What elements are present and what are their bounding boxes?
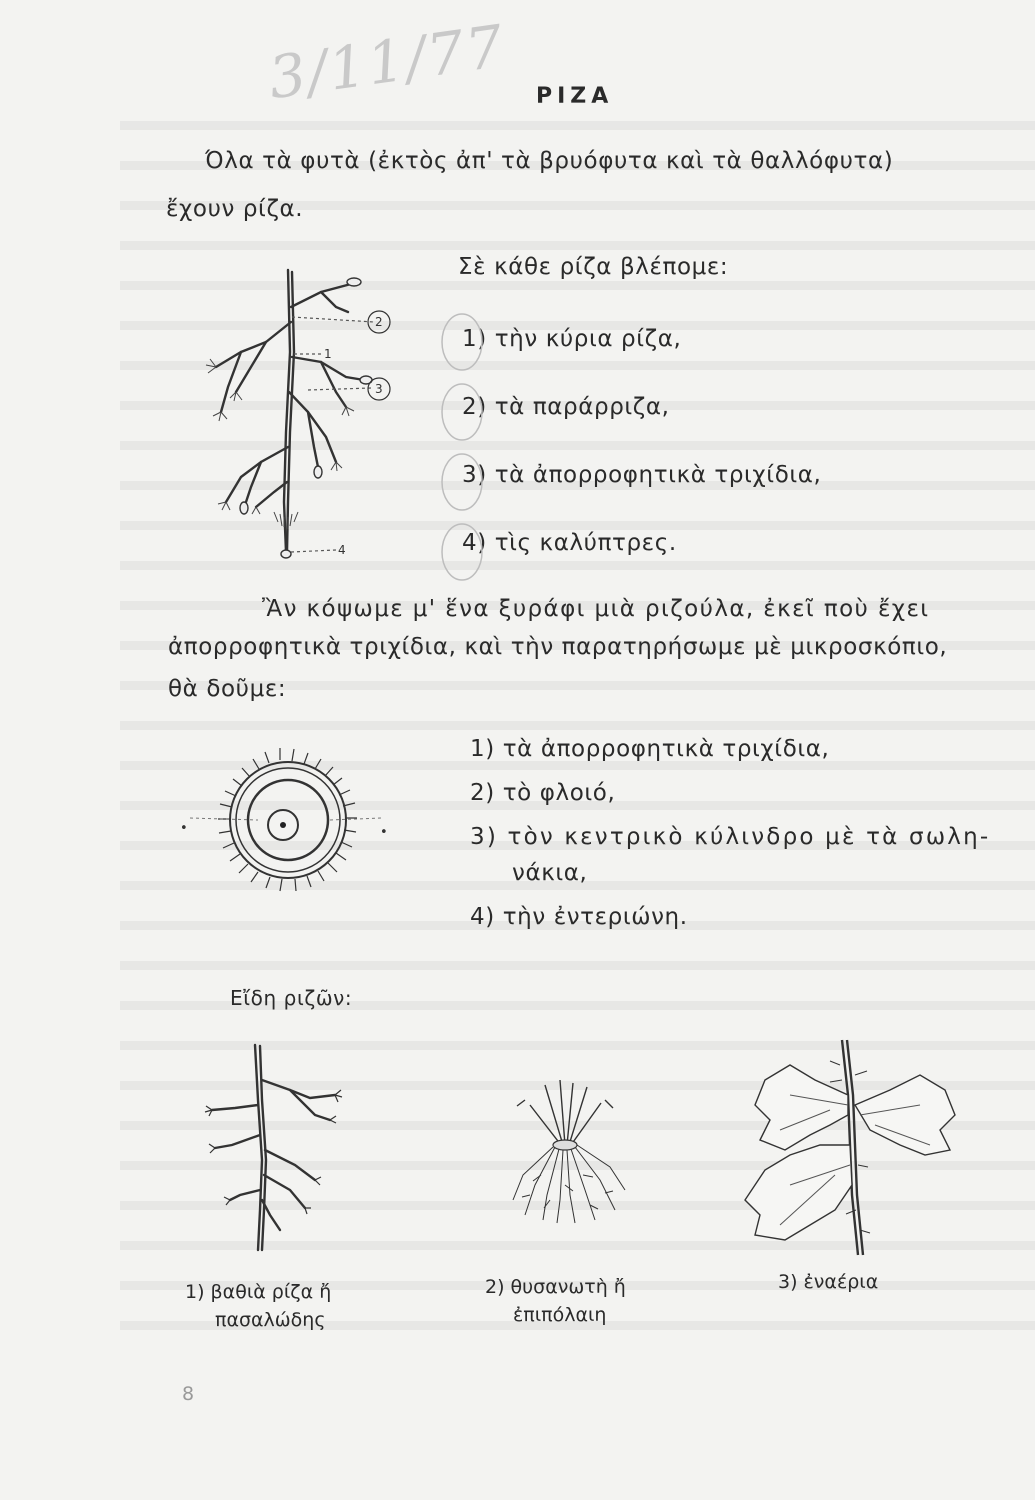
root-type-2-line-1: 2) θυσανωτὴ ἤ	[485, 1276, 626, 1298]
root-cross-section-illustration	[170, 740, 410, 940]
root-type-1-line-2: πασαλώδης	[215, 1309, 326, 1331]
handwritten-date: 3/11/77	[264, 11, 510, 113]
root-label-3: 3	[375, 382, 383, 396]
pencil-annotation-marks	[440, 300, 520, 600]
root-type-1-caption	[185, 1278, 331, 1334]
root-label-1: 1	[324, 347, 332, 361]
page-title: ΡΙΖΑ	[536, 84, 614, 109]
svg-text:•: •	[180, 821, 188, 836]
section-line-2: ἀπορροφητικὰ τριχίδια, καὶ τὴν παρατηρήσωμε μὲ μικροσκόπιο,	[168, 634, 948, 660]
cross-item-4: 4) τὴν ἐντεριώνη.	[470, 904, 688, 930]
part-item-3: 3) τὰ ἀπορροφητικὰ τριχίδια,	[462, 462, 822, 488]
part-item-4: 4) τὶς καλύπτρες.	[462, 530, 677, 556]
fibrous-root-illustration	[505, 1075, 635, 1225]
types-heading: Εἴδη ριζῶν:	[230, 986, 353, 1010]
root-type-2-line-2: ἐπιπόλαιη	[513, 1304, 607, 1326]
cross-item-2: 2) τὸ φλοιό,	[470, 780, 616, 806]
part-item-1: 1) τὴν κύρια ρίζα,	[462, 326, 682, 352]
intro-line-1: Όλα τὰ φυτὰ (ἐκτὸς ἀπ' τὰ βρυόφυτα καὶ τὰ θαλλόφυτα)	[205, 148, 894, 174]
part-item-2: 2) τὰ παράρριζα,	[462, 394, 670, 420]
section-line-1: Ἂν κόψωμε μ' ἕνα ξυράφι μιὰ ριζούλα, ἐκεῖ ποὺ ἔχει	[262, 596, 930, 622]
svg-text:•: •	[380, 825, 388, 840]
cross-item-3: 3) τὸν κεντρικὸ κύλινδρο μὲ τὰ σωλη-	[470, 824, 991, 850]
page-number: 8	[182, 1383, 195, 1405]
section-line-3: θὰ δοῦμε:	[168, 676, 287, 702]
cross-item-1: 1) τὰ ἀπορροφητικὰ τριχίδια,	[470, 736, 830, 762]
root-label-4: 4	[338, 543, 346, 557]
root-type-2-caption	[485, 1273, 626, 1329]
aerial-root-illustration	[730, 1035, 980, 1260]
cross-item-3-continuation: νάκια,	[512, 860, 588, 886]
parts-heading: Σὲ κάθε ρίζα βλέπομε:	[458, 254, 729, 280]
root-label-2: 2	[375, 315, 383, 329]
root-structure-illustration	[196, 262, 386, 562]
root-type-1-line-1: 1) βαθιὰ ρίζα ἤ	[185, 1281, 332, 1303]
root-type-3-caption	[778, 1268, 878, 1296]
deep-root-illustration	[200, 1040, 350, 1255]
intro-line-2: ἔχουν ρίζα.	[166, 196, 304, 222]
root-type-3-line-1: 3) ἐναέρια	[778, 1271, 879, 1293]
